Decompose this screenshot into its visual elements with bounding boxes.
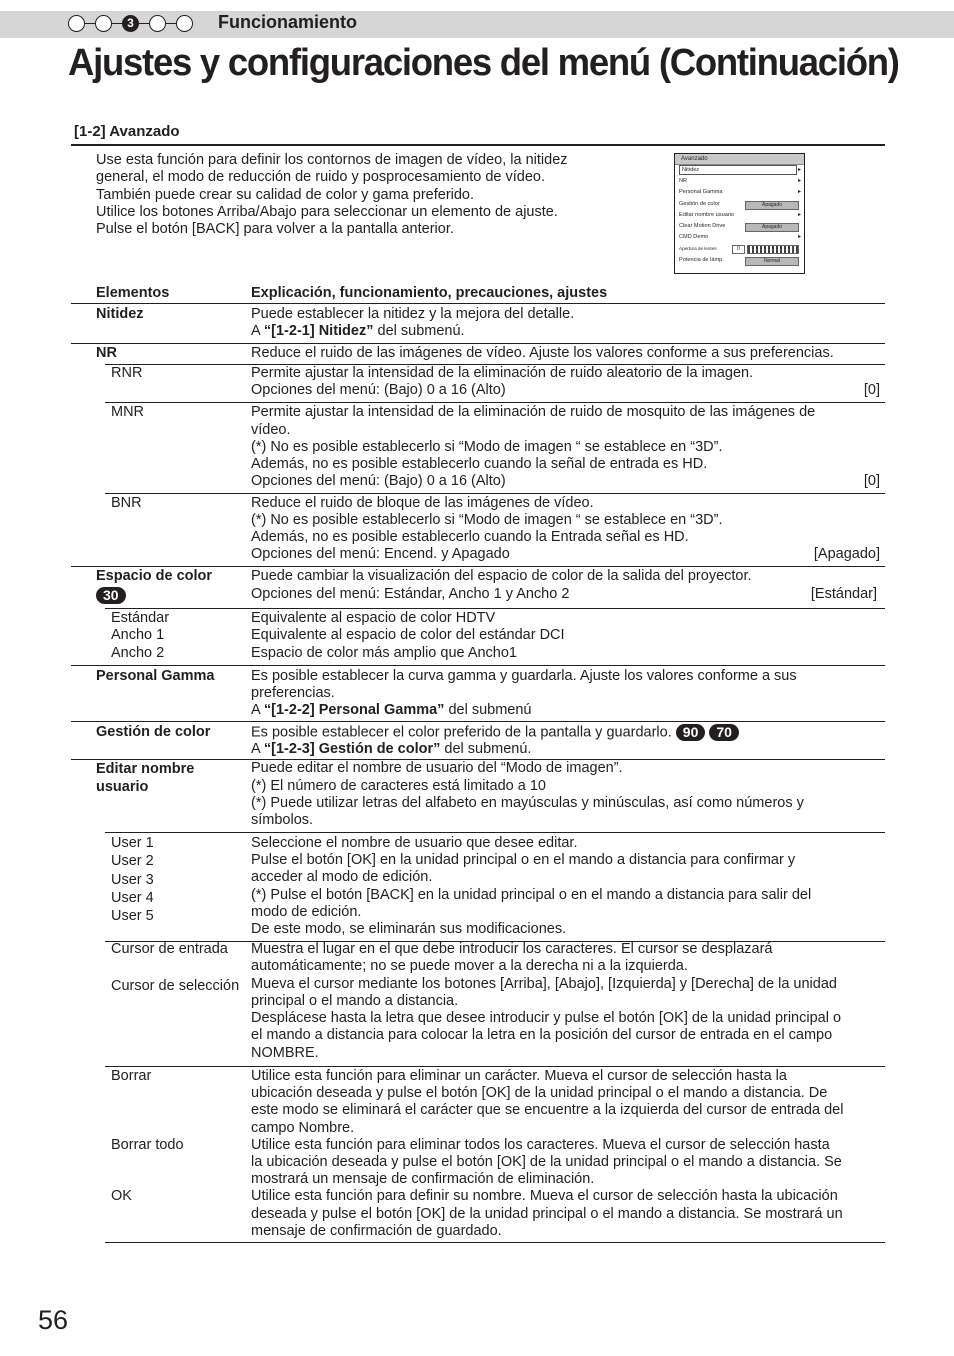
table-rule	[71, 721, 885, 722]
osd-item: CMD Demo ▸	[679, 234, 801, 241]
step-circle	[68, 15, 85, 32]
item-mnr: MNR	[111, 404, 145, 420]
item-editar-nombre-2: usuario	[96, 779, 149, 795]
table-rule	[71, 343, 885, 344]
osd-item: Personal Gamma ▸	[679, 189, 801, 196]
desc-text: Permite ajustar la intensidad de la eliminación de ruido de mosquito de las imágenes de	[251, 404, 816, 420]
step-circle	[95, 15, 112, 32]
item-personal-gamma: Personal Gamma	[96, 668, 215, 684]
page-ref-badge: 30	[96, 587, 126, 605]
desc-text: Equivalente al espacio de color HDTV	[251, 610, 496, 626]
default-value: [0]	[863, 473, 880, 489]
page-ref-badge: 90	[676, 724, 706, 741]
item-cursor-entrada: Cursor de entrada	[111, 941, 228, 957]
subsection-title: [1-2] Avanzado	[74, 123, 180, 140]
desc-text: Es posible establecer la curva gamma y guardarla. Ajuste los valores conforme a sus	[251, 668, 797, 684]
desc-text: Utilice esta función para eliminar un carácter. Mueva el cursor de selección hasta la	[251, 1068, 787, 1084]
desc-text: deseada y pulse el botón [OK] de la unidad principal o el mando a distancia. Se mostrará un	[251, 1206, 843, 1222]
desc-text: modo de edición.	[251, 904, 362, 920]
desc-text: (*) El número de caracteres está limitado a 10	[251, 778, 546, 794]
item-ancho1: Ancho 1	[111, 627, 165, 643]
desc-text: mensaje de confirmación de guardado.	[251, 1223, 502, 1239]
desc-text: (*) Pulse el botón [BACK] en la unidad principal o en el mando a distancia para salir del	[251, 887, 812, 903]
desc-text: el mando a distancia para colocar la letra en la posición del cursor de entrada en el campo	[251, 1027, 833, 1043]
desc-text: símbolos.	[251, 812, 314, 828]
desc-text: Opciones del menú: Estándar, Ancho 1 y Ancho 2	[251, 586, 570, 602]
desc-text: (*) No es posible establecerlo si “Modo de imagen “ se establece en “3D”.	[251, 439, 723, 455]
desc-text: Reduce el ruido de las imágenes de vídeo. Ajuste los valores conforme a sus preferencias.	[251, 345, 834, 361]
osd-item: Potencia de lámp. Normal	[675, 255, 804, 266]
desc-text: la ubicación deseada y pulse el botón [OK] de la unidad principal o el mando a distancia. Se	[251, 1154, 842, 1170]
desc-text: campo Nombre.	[251, 1120, 355, 1136]
table-rule	[105, 832, 885, 833]
col-header-explanation: Explicación, funcionamiento, precauciones, ajustes	[251, 285, 608, 301]
step-circle	[176, 15, 193, 32]
table-rule	[105, 402, 885, 403]
desc-text: Puede editar el nombre de usuario del “Modo de imagen”.	[251, 760, 623, 776]
page-ref-badge: 70	[709, 724, 739, 741]
desc-text: Muestra el lugar en el que debe introducir los caracteres. El cursor se desplazará	[251, 941, 773, 957]
desc-text: este modo se eliminará el carácter que se encuentre a la izquierda del cursor de entrada del	[251, 1102, 844, 1118]
table-rule	[105, 1066, 885, 1067]
default-value: [Apagado]	[813, 546, 880, 562]
item-gestion-color: Gestión de color	[96, 724, 211, 740]
item-borrar: Borrar	[111, 1068, 152, 1084]
desc-text: Puede cambiar la visualización del espacio de color de la salida del proyector.	[251, 568, 752, 584]
intro-text: Use esta función para definir los contornos de imagen de vídeo, la nitidez general, el modo de reducción de ruido y posprocesamiento de vídeo. También puede crear su calidad de color y gama preferido. Utilice los botones Arriba/Abajo para seleccionar un elemento de ajuste. Pulse el botón [BACK] para volver a la pantalla anterior.	[96, 152, 568, 238]
desc-text: Utilice esta función para eliminar todos los caracteres. Mueva el cursor de selección hasta	[251, 1137, 830, 1153]
section-label: Funcionamiento	[218, 12, 357, 32]
table-rule	[71, 665, 885, 666]
item-editar-nombre: Editar nombre	[96, 761, 195, 777]
osd-item: NR ▸	[679, 178, 801, 185]
desc-text: Opciones del menú: Encend. y Apagado	[251, 546, 510, 562]
step-indicator	[68, 14, 208, 34]
osd-item: Gestión de color Apagado	[675, 199, 804, 210]
item-user: User 1	[111, 835, 154, 851]
desc-text: Es posible establecer el color preferido de la pantalla y guardarlo. 90 70	[251, 724, 739, 742]
item-rnr: RNR	[111, 365, 143, 381]
osd-item: Clear Motion Drive Apagado	[675, 221, 804, 232]
desc-text: Utilice esta función para definir su nombre. Mueva el cursor de selección hasta la ubicación	[251, 1188, 838, 1204]
col-header-elements: Elementos	[96, 285, 170, 301]
desc-text: ubicación deseada y pulse el botón [OK] de la unidad principal o el mando a distancia. De	[251, 1085, 828, 1101]
desc-text: Reduce el ruido de bloque de las imágenes de vídeo.	[251, 495, 594, 511]
osd-item: Nitidez ▸	[675, 165, 804, 176]
item-nitidez: Nitidez	[96, 306, 144, 322]
desc-text: NOMBRE.	[251, 1045, 319, 1061]
desc-text: acceder al modo de edición.	[251, 869, 433, 885]
item-cursor-seleccion: Cursor de selección	[111, 978, 240, 994]
default-value: [0]	[863, 382, 880, 398]
table-rule	[105, 493, 885, 494]
desc-text: A “[1-2-1] Nitidez” del submenú.	[251, 323, 465, 339]
page-title: Ajustes y configuraciones del menú (Continuación)	[68, 42, 899, 84]
item-user: User 5	[111, 908, 154, 924]
desc-text: (*) No es posible establecerlo si “Modo de imagen “ se establece en “3D”.	[251, 512, 723, 528]
desc-text: automáticamente; no se puede mover a la derecha ni a la izquierda.	[251, 958, 688, 974]
step-circle	[149, 15, 166, 32]
desc-text: Espacio de color más amplio que Ancho1	[251, 645, 517, 661]
default-value: [Estándar]	[810, 586, 877, 602]
desc-text: Desplácese hasta la letra que desee introducir y pulse el botón [OK] de la unidad principal o	[251, 1010, 842, 1026]
item-estandar: Estándar	[111, 610, 170, 626]
page-number: 56	[38, 1305, 69, 1335]
item-ok: OK	[111, 1188, 132, 1204]
desc-text: vídeo.	[251, 422, 291, 438]
desc-text: Además, no es posible establecerlo cuando la señal de entrada es HD.	[251, 456, 708, 472]
item-user: User 2	[111, 853, 154, 869]
desc-text: (*) Puede utilizar letras del alfabeto en mayúsculas y minúsculas, así como números y	[251, 795, 804, 811]
desc-text: Equivalente al espacio de color del estándar DCI	[251, 627, 565, 643]
table-rule	[105, 608, 885, 609]
desc-text: Además, no es posible establecerlo cuando la Entrada señal es HD.	[251, 529, 689, 545]
desc-text: Pulse el botón [OK] en la unidad principal o en el mando a distancia para confirmar y	[251, 852, 796, 868]
desc-text: Opciones del menú: (Bajo) 0 a 16 (Alto)	[251, 473, 506, 489]
item-espacio-color: Espacio de color	[96, 568, 213, 584]
step-circle-active: 3	[122, 15, 139, 32]
item-nr: NR	[96, 345, 117, 361]
desc-text: Opciones del menú: (Bajo) 0 a 16 (Alto)	[251, 382, 506, 398]
item-borrar-todo: Borrar todo	[111, 1137, 184, 1153]
subsection-rule	[71, 144, 885, 146]
item-bnr: BNR	[111, 495, 142, 511]
desc-text: principal o el mando a distancia.	[251, 993, 459, 1009]
desc-text: mostrará un mensaje de confirmación de eliminación.	[251, 1171, 595, 1187]
item-user: User 3	[111, 872, 154, 888]
desc-text: Mueva el cursor mediante los botones [Arriba], [Abajo], [Izquierda] y [Derecha] de la unidad	[251, 976, 837, 992]
desc-text: Seleccione el nombre de usuario que desee editar.	[251, 835, 578, 851]
osd-item: Editar nombre usuario ▸	[679, 211, 801, 218]
item-ancho2: Ancho 2	[111, 645, 165, 661]
table-rule	[105, 1242, 885, 1243]
table-rule	[71, 566, 885, 567]
osd-menu-title: Avanzado	[675, 154, 804, 165]
desc-text: De este modo, se eliminarán sus modificaciones.	[251, 921, 567, 937]
desc-text: Puede establecer la nitidez y la mejora del detalle.	[251, 306, 575, 322]
desc-text: A “[1-2-2] Personal Gamma” del submenú	[251, 702, 532, 718]
desc-text: A “[1-2-3] Gestión de color” del submenú.	[251, 741, 532, 757]
table-rule	[71, 303, 885, 304]
osd-item: Apertura de lentes 0	[675, 243, 804, 254]
item-user: User 4	[111, 890, 154, 906]
desc-text: Permite ajustar la intensidad de la eliminación de ruido aleatorio de la imagen.	[251, 365, 754, 381]
desc-text: preferencias.	[251, 685, 335, 701]
osd-menu-screenshot	[674, 153, 805, 274]
